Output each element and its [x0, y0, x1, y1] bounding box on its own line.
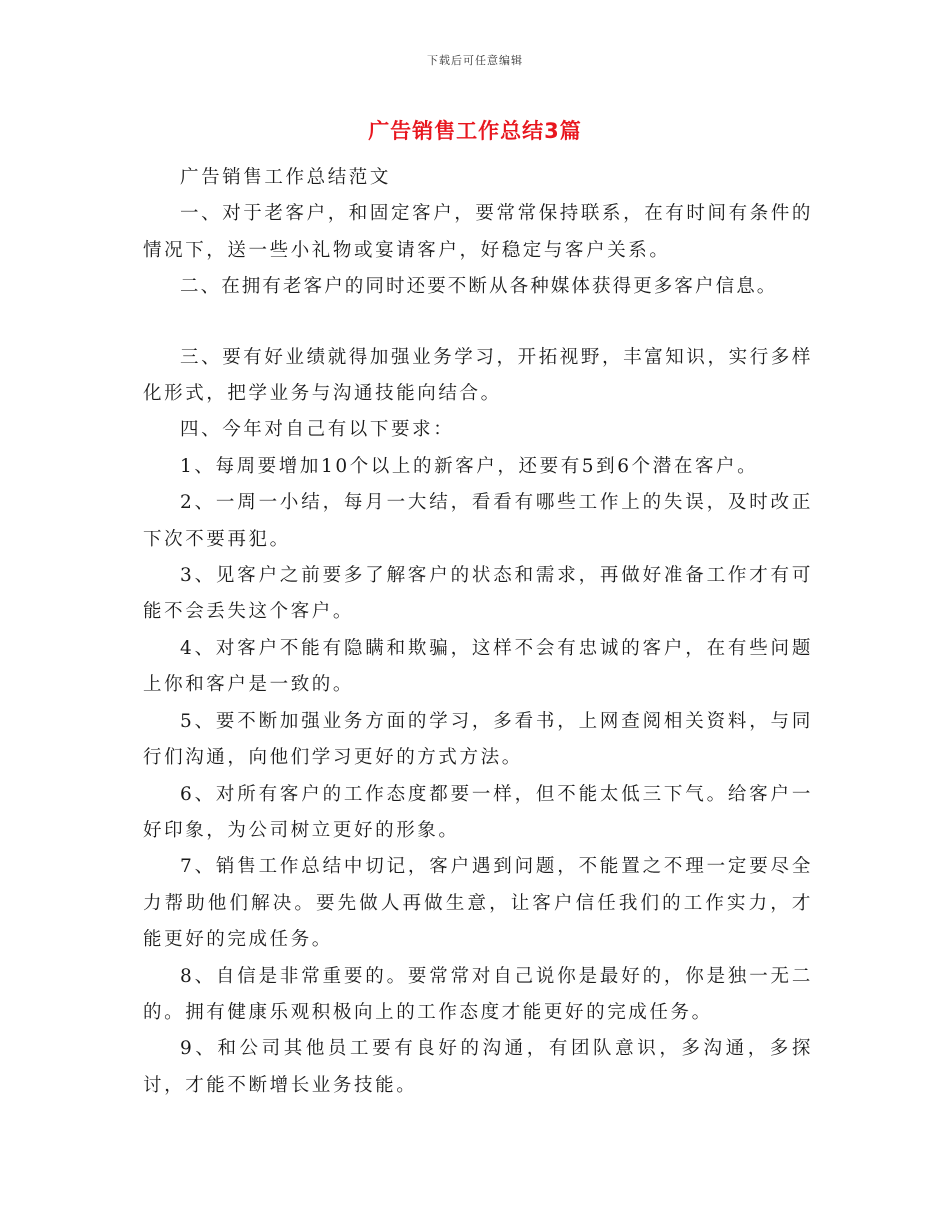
paragraph-item-4: 四、今年对自己有以下要求：	[180, 419, 455, 441]
list-item-3: 3、见客户之前要多了解客户的状态和需求，再做好准备工作才有可能不会丢失这个客户。	[143, 565, 813, 623]
paragraph-gap	[143, 306, 813, 340]
list-item-8: 8、自信是非常重要的。要常常对自己说你是最好的，你是独一无二的。拥有健康乐观积极向上的工作态度才能更好的完成任务。	[143, 965, 813, 1023]
list-item-2: 2、一周一小结，每月一大结，看看有哪些工作上的失误，及时改正下次不要再犯。	[143, 492, 813, 550]
paragraph-item-2: 二、在拥有老客户的同时还要不断从各种媒体获得更多客户信息。	[180, 276, 778, 298]
list-item-6: 6、对所有客户的工作态度都要一样，但不能太低三下气。给客户一好印象，为公司树立更好的形象。	[143, 783, 813, 841]
list-item-9: 9、和公司其他员工要有良好的沟通，有团队意识，多沟通，多探讨，才能不断增长业务技能。	[143, 1038, 813, 1096]
paragraph-item-3: 三、要有好业绩就得加强业务学习，开拓视野，丰富知识，实行多样化形式，把学业务与沟通技能向结合。	[143, 346, 814, 405]
list-item-4: 4、对客户不能有隐瞒和欺骗，这样不会有忠诚的客户，在有些问题上你和客户是一致的。	[143, 637, 813, 696]
header-note: 下载后可任意编辑	[427, 54, 523, 67]
document-title: 广告销售工作总结3篇	[368, 119, 582, 143]
list-item-5: 5、要不断加强业务方面的学习，多看书，上网查阅相关资料，与同行们沟通，向他们学习更好的方式方法。	[143, 710, 813, 769]
document-body	[143, 160, 813, 1104]
list-item-1: 1、每周要增加10个以上的新客户，还要有5到6个潜在客户。	[180, 455, 759, 477]
paragraph-intro: 广告销售工作总结范文	[180, 167, 392, 188]
paragraph-item-1: 一、对于老客户，和固定客户，要常常保持联系，在有时间有条件的情况下，送一些小礼物或宴请客户，好稳定与客户关系。	[143, 203, 814, 261]
list-item-7: 7、销售工作总结中切记，客户遇到问题，不能置之不理一定要尽全力帮助他们解决。要先做人再做生意，让客户信任我们的工作实力，才能更好的完成任务。	[143, 856, 813, 951]
